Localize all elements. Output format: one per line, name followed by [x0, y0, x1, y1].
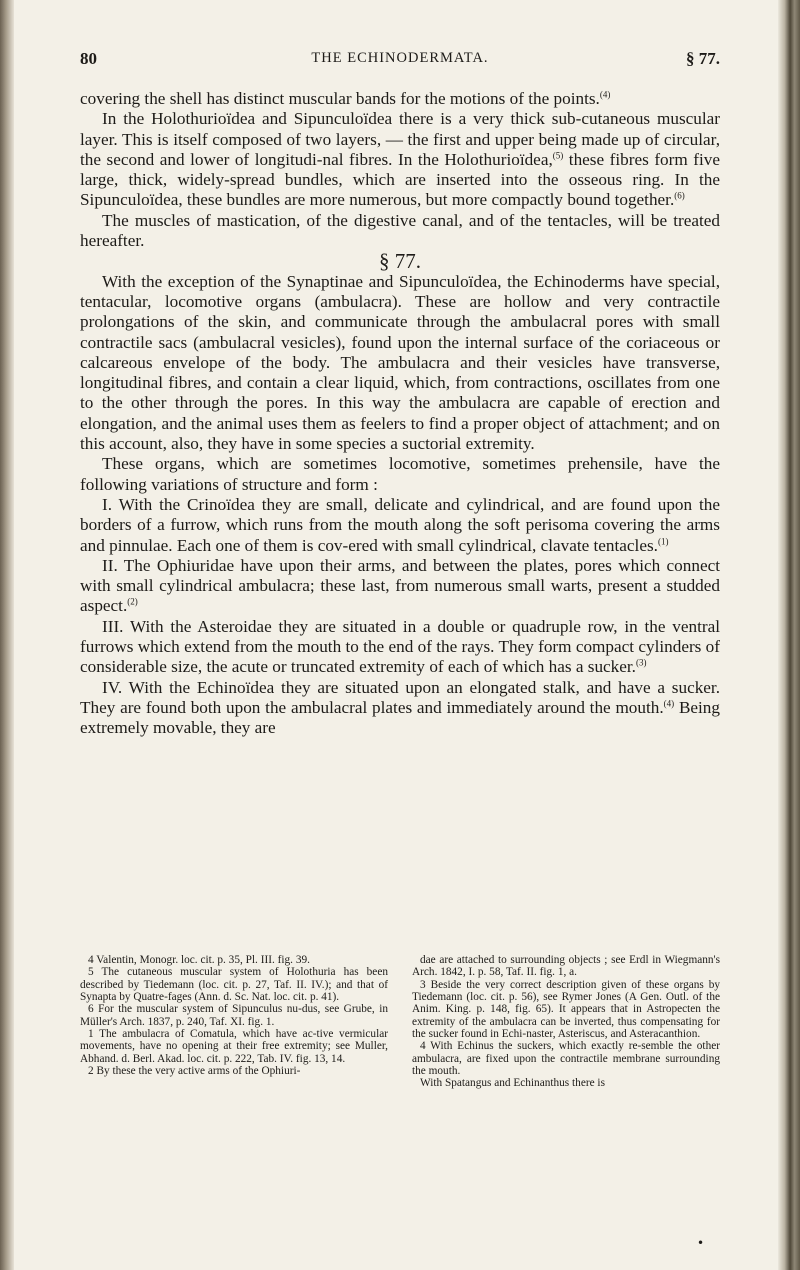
paragraph: III. With the Asteroidae they are situated in a double or quadruple row, in the ventral furrows which extend from the mouth to the end of the rays. They form compact cylinders of considerable size, the acute or truncated extremity of each of which has a sucker.$^{(3)}$	[80, 616, 720, 677]
page-number: 80	[80, 49, 97, 68]
paragraph: In the Holothurioïdea and Sipunculoïdea there is a very thick sub-cutaneous muscular layer. This is itself composed of two layers, — the first and upper being made up of circular, the second and lower of longitudi-nal fibres. In the Holothurioïdea,$^{(5)}$ these fibres form five large, thick, widely-spread bundles, which are inserted into the osseous ring. In the Sipunculoïdea, these bundles are more numerous, but more compactly bound together.$^{(6)}$	[80, 109, 720, 210]
paragraph: These organs, which are sometimes locomotive, sometimes prehensile, have the following variations of structure and form :	[80, 454, 720, 494]
footnote: 6 For the muscular system of Sipunculus nu-dus, see Grube, in Müller's Arch. 1837, p. 240, Taf. XI. fig. 1.	[80, 1003, 388, 1028]
paragraph: The muscles of mastication, of the digestive canal, and of the tentacles, will be treated hereafter.	[80, 210, 720, 251]
running-header	[80, 49, 720, 71]
footnote: dae are attached to surrounding objects ; see Erdl in Wiegmann's Arch. 1842, I. p. 58, Taf. II. fig. 1, a.	[412, 954, 720, 979]
book-page	[80, 0, 720, 1270]
footnote-ref: (4)	[663, 698, 675, 709]
footnote-ref: (4)	[599, 89, 611, 100]
footnote: 2 By these the very active arms of the Ophiuri-	[88, 1065, 301, 1078]
footnote: 3 Beside the very correct description given of these organs by Tiedemann (loc. cit. p. 56), see Rymer Jones (A Gen. Outl. of the Anim. King. p. 148, fig. 65). It appears that in Astropecten the extremity of the ambulacra can be inverted, thus compensating for the sucker found in Echi-naster, Asteriscus, and Asteracanthion.	[412, 978, 720, 1041]
left-page-edge	[0, 0, 14, 1270]
footnote-ref: (5)	[552, 150, 564, 161]
footnote-ref: (1)	[657, 535, 669, 546]
paragraph: With the exception of the Synaptinae and Sipunculoïdea, the Echinoderms have special, tentacular, locomotive organs (ambulacra). These are hollow and very contractile prolongations of the skin, and communicate through the ambulacral pores with small contractile sacs (ambulacral vesicles), found upon the internal surface of the coriaceous or calcareous envelope of the body. The ambulacra and their vesicles have transverse, longitudinal fibres, and contain a clear liquid, which, from contractions, oscillates from one to the other through the pores. In this way the ambulacra are capable of erection and elongation, and the animal uses them as feelers to find a proper object of attachment; and on this account, also, they have in some species a suctorial extremity.	[80, 271, 720, 454]
footnote-ref: (6)	[674, 190, 685, 201]
paragraph: I. With the Crinoïdea they are small, delicate and cylindrical, and are found upon the borders of a furrow, which runs from the mouth along the soft perisoma covering the arms and pinnulae. Each one of them is cov-ered with small cylindrical, clavate tentacles.$^{(1)}$	[80, 494, 720, 555]
stray-mark: •	[697, 1236, 705, 1250]
footnotes-right-column	[412, 954, 720, 1090]
footnote: With Spatangus and Echinanthus there is	[420, 1077, 605, 1090]
main-text	[80, 89, 720, 739]
footnote: 4 With Echinus the suckers, which exactly re-semble the other ambulacra, are fixed upon the contractile membrane surrounding the mouth.	[412, 1040, 720, 1078]
footnotes-left-column	[80, 954, 388, 1090]
header-section-number: § 77.	[686, 49, 720, 68]
running-title: THE ECHINODERMATA.	[311, 50, 489, 66]
footnotes	[80, 954, 720, 1090]
footnote-ref: (2)	[127, 596, 138, 607]
section-heading: § 77.	[379, 249, 421, 274]
paragraph: II. The Ophiuridae have upon their arms, and between the plates, pores which connect with small cylindrical ambulacra; these last, from numerous small warts, present a studded aspect.$^{(2)}$	[80, 555, 720, 616]
paragraph: IV. With the Echinoïdea they are situated upon an elongated stalk, and have a sucker. They are found both upon the ambulacral plates and immediately around the mouth.$^{(4)}$ Being extremely movable, they are	[80, 677, 720, 738]
paragraph: covering the shell has distinct muscular bands for the motions of the points.$^{(4)}$	[80, 89, 611, 108]
footnote-ref: (3)	[635, 657, 647, 668]
footnote: 1 The ambulacra of Comatula, which have ac-tive vermicular movements, have no opening at their free extremity; see Muller, Abhand. d. Berl. Akad. loc. cit. p. 222, Tab. IV. fig. 13, 14.	[80, 1028, 388, 1065]
footnote: 4 Valentin, Monogr. loc. cit. p. 35, Pl. III. fig. 39.	[88, 954, 310, 966]
footnote: 5 The cutaneous muscular system of Holothuria has been described by Tiedemann (loc. cit. p. 27, Taf. II. IV.); and that of Synapta by Quatre-fages (Ann. d. Sc. Nat. loc. cit. p. 41).	[80, 966, 388, 1004]
right-page-edge	[778, 0, 800, 1270]
